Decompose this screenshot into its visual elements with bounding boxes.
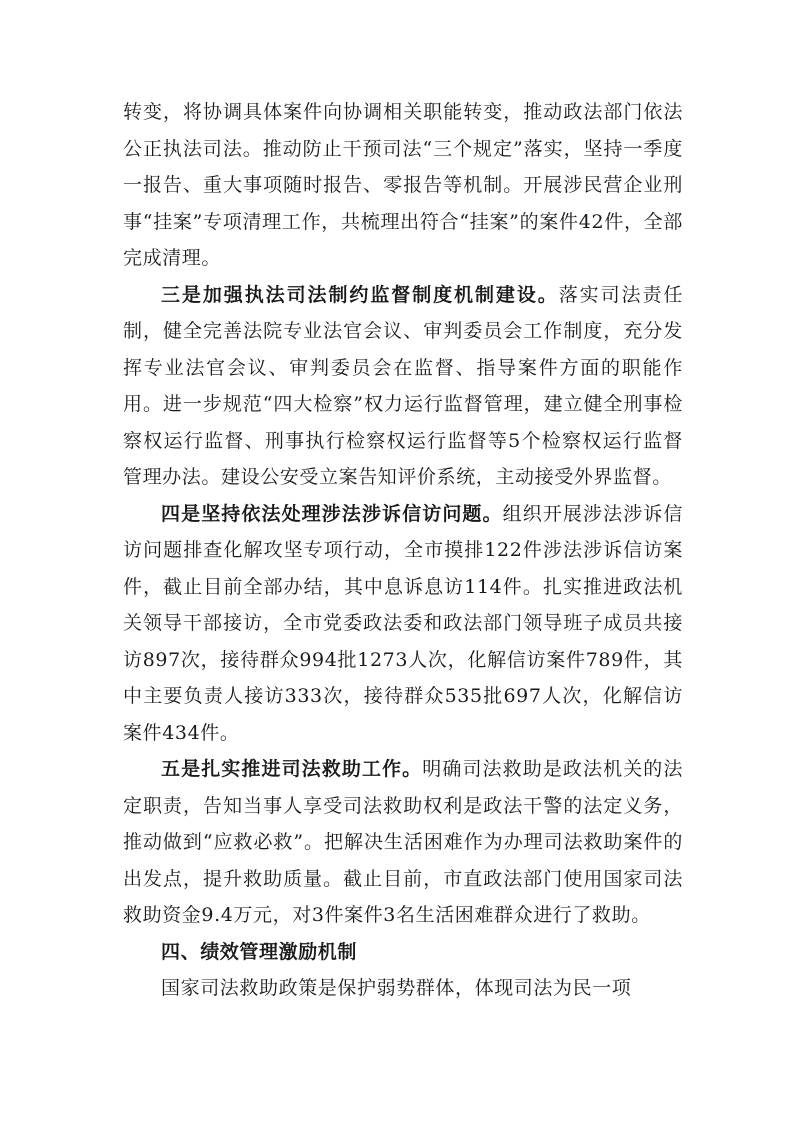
- paragraph-lead: 四是坚持依法处理涉法涉诉信访问题。: [161, 502, 503, 525]
- paragraph-text: 组织开展涉法涉诉信访问题排查化解攻坚专项行动，全市摸排122件涉法涉诉信访案件，截止目前全部办结，其中息诉息访114件。扎实推进政法机关领导干部接访，全市党委政法委和政法部门领导班子成员共接访897次，接待群众994批1273人次，化解信访案件789件，其中主要负责人接访333次，接待群众535批697人次，化解信访案件434件。: [123, 502, 684, 744]
- paragraph-continuation: [123, 94, 683, 277]
- paragraph-text: 明确司法救助是政法机关的法定职责，告知当事人享受司法救助权利是政法干警的法定义务，推动做到“应救必救”。把解决生活困难作为办理司法救助案件的出发点，提升救助质量。截止目前，市直政法部门使用国家司法救助资金9.4万元，对3件案件3名生活困难群众进行了救助。: [123, 758, 683, 926]
- document-body: [123, 94, 683, 1007]
- paragraph-last: [123, 970, 683, 1007]
- paragraph-lead: 三是加强执法司法制约监督制度机制建设。: [161, 283, 559, 306]
- paragraph-lead: 五是扎实推进司法救助工作。: [161, 758, 423, 780]
- section-heading: 四、绩效管理激励机制: [161, 940, 358, 963]
- paragraph-item-five: [123, 751, 683, 934]
- paragraph-text: 国家司法救助政策是保护弱势群体，体现司法为民一项: [161, 977, 632, 999]
- paragraph-text: 转变，将协调具体案件向协调相关职能转变，推动政法部门依法公正执法司法。推动防止干预司法“三个规定”落实，坚持一季度一报告、重大事项随时报告、零报告等机制。开展涉民营企业刑事“挂案”专项清理工作，共梳理出符合“挂案”的案件42件，全部完成清理。: [123, 101, 683, 269]
- paragraph-item-three: [123, 277, 683, 496]
- paragraph-text: 落实司法责任制，健全完善法院专业法官会议、审判委员会工作制度，充分发挥专业法官会议、审判委员会在监督、指导案件方面的职能作用。进一步规范“四大检察”权力运行监督管理，建立健全刑事检察权运行监督、刑事执行检察权运行监督等5个检察权运行监督管理办法。建设公安受立案告知评价系统，主动接受外界监督。: [123, 283, 683, 488]
- paragraph-item-four: [123, 496, 683, 752]
